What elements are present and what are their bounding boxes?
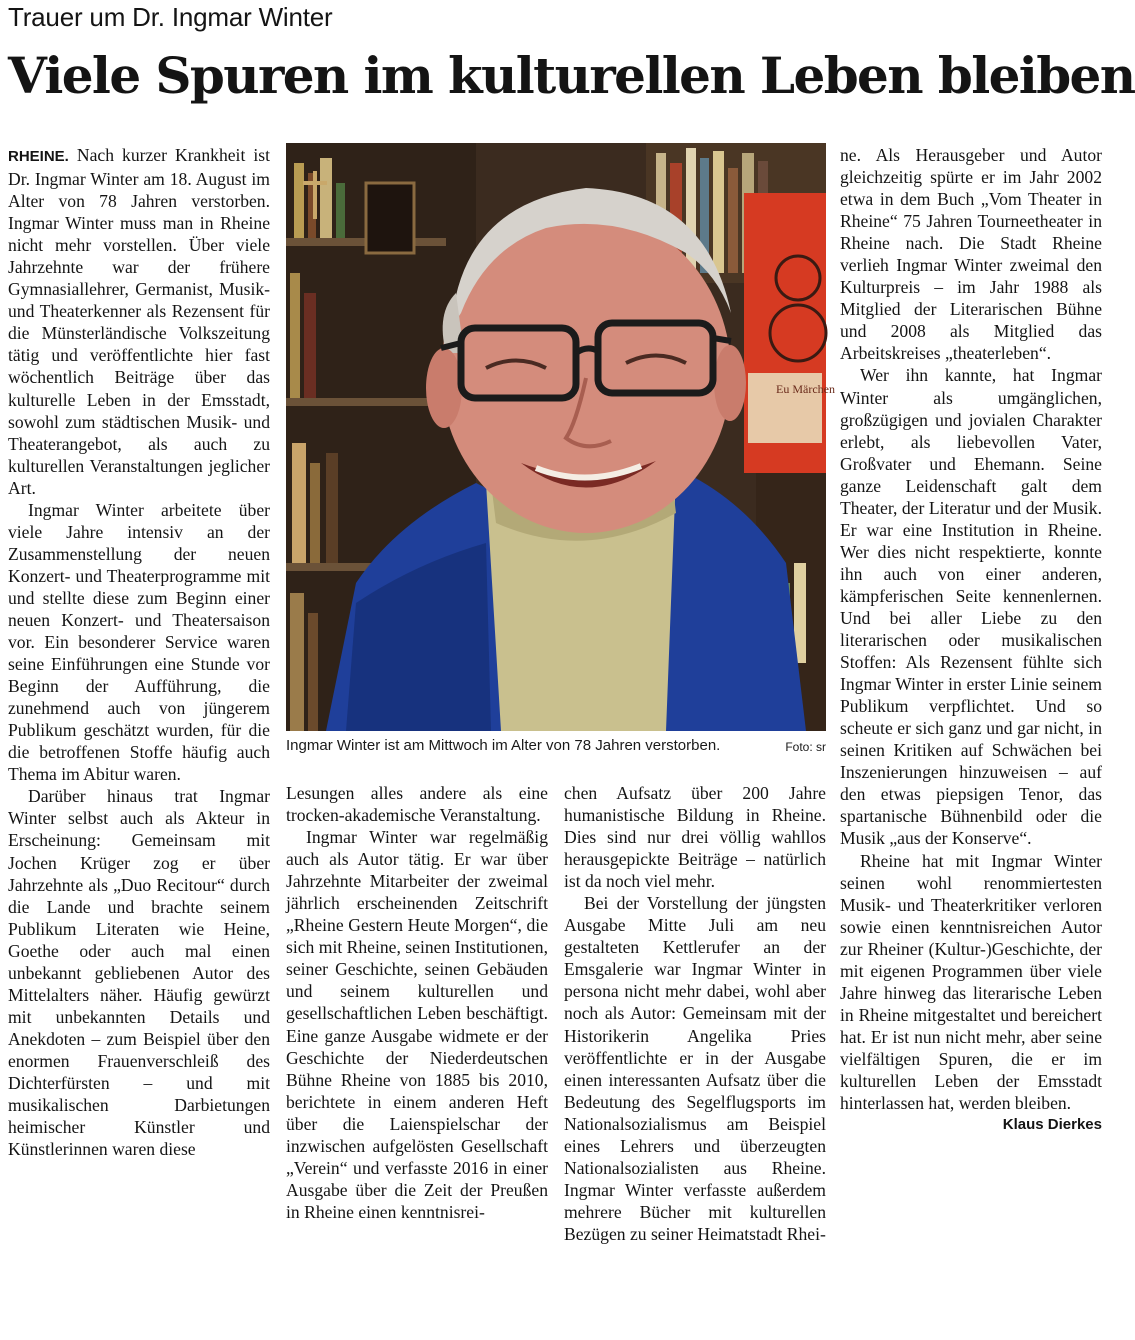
article-column-4 [840, 144, 1102, 1336]
paragraph: Ingmar Winter war regelmäßig auch als Autor tätig. Er war über Jahrzehnte Mitarbeiter der zweimal jährlich erscheinenden Zeitschrift „Rheine Gestern Heute Morgen“, die sich mit Rheine, seinen Institutionen, seiner Geschichte, seinen Gebäuden und seinem kulturellen und gesellschaftlichen Leben beschäftigt. Eine ganze Ausgabe widmete er der Geschichte der Niederdeutschen Bühne Rheine von 1885 bis 2010, berichtete in einem anderen Heft über die Laienspielschar der inzwischen aufgelösten Gesellschaft „Verein“ und verfasste 2016 in einer Ausgabe über die Zeit der Preußen in Rheine einen kenntnisrei- [286, 827, 548, 1222]
article-column-1 [8, 144, 270, 1336]
paragraph-text: Nach kurzer Krankheit ist Dr. Ingmar Winter am 18. August im Alter von 78 Jahren verstorben. Ingmar Winter muss man in Rheine nicht mehr vorstellen. Über viele Jahrzehnte war der frühere Gymnasiallehrer, Germanist, Musik- und Theaterkenner als Rezensent für die Münsterländische Volkszeitung tätig und veröffentlichte hier fast wöchentlich Beiträge über das kulturelle Leben in der Emsstadt, sowohl zum städtischen Musik- und Theaterangebot, als auch zu kulturellen Veranstaltungen jeglicher Art. [8, 145, 270, 498]
photo-credit: Foto: sr [785, 740, 826, 754]
article-kicker: Trauer um Dr. Ingmar Winter [8, 2, 333, 32]
article-headline: Viele Spuren im kulturellen Leben bleiben [8, 46, 1135, 105]
portrait-photo [286, 143, 835, 731]
photo-caption [286, 737, 826, 754]
article-column-3 [564, 782, 826, 1336]
author-name: Klaus Dierkes [1002, 1116, 1102, 1134]
paragraph [8, 144, 270, 499]
paragraph: ne. Als Herausgeber und Autor gleichzeitig spürte er im Jahr 2002 etwa in dem Buch „Vom Theater in Rheine“ 75 Jahren Tourneetheater in Rheine nach. Die Stadt Rheine verlieh Ingmar Winter zweimal den Kulturpreis – im Jahr 1988 als Mitglied der Literarischen Bühne und 2008 als Mitglied das Arbeitskreises „theaterleben“. [840, 145, 1102, 364]
paragraph: chen Aufsatz über 200 Jahre humanistische Bildung in Rheine. Dies sind nur drei völlig wahllos herausgepickte Beiträge – natürlich ist da noch viel mehr. [564, 783, 826, 892]
caption-text: Ingmar Winter ist am Mittwoch im Alter von 78 Jahren verstorben. [286, 737, 721, 754]
paragraph [840, 850, 1102, 1134]
paragraph: Ingmar Winter arbeitete über viele Jahre intensiv an der Zusammenstellung der neuen Konzert- und Theaterprogramme mit und stellte diese zum Beginn einer neuen Konzert- und Theatersaison vor. Ein besonderer Service waren seine Einführungen eine Stunde vor Beginn der Aufführung, die zunehmend auch von jüngerem Publikum geschätzt wurden, für die die betroffenen Stoffe häufig auch Thema im Abitur waren. [8, 499, 270, 785]
paragraph: Wer ihn kannte, hat Ingmar Winter als umgänglichen, großzügigen und jovialen Charakter erlebt, als liebevollen Vater, Großvater und Ehemann. Seine ganze Leidenschaft galt dem Theater, der Literatur und der Musik. Er war eine Institution in Rheine. Wer dies nicht respektierte, konnte ihn auch von einer anderen, kämpferischen Seite kennenlernen. Und bei aller Liebe zu den literarischen oder musikalischen Stoffen: Als Rezensent fühlte sich Ingmar Winter in erster Linie seinem Publikum verpflichtet. Und so scheute er sich ganz und gar nicht, in seinen Kritiken auf Schwächen bei Inszenierungen hinzuweisen – auf den etwas piepsigen Tenor, das spartanische Bühnenbild oder die Musik „aus der Konserve“. [840, 365, 1102, 849]
paragraph-text: Rheine hat mit Ingmar Winter seinen wohl renommiertesten Musik- und Theaterkritiker verloren sowie einen kenntnisreichen Autor zur Rheiner (Kultur-)Geschichte, der mit eigenen Programmen über viele Jahre hinweg das literarische Leben in Rheine mitgestaltet und bereichert hat. Er ist nun nicht mehr, aber seine vielfältigen Spuren, die er im kulturellen Leben der Emsstadt hinterlassen hat, werden bleiben. [840, 850, 1102, 1114]
book-cover-text: Eu Märchen [776, 382, 835, 396]
article-column-2 [286, 782, 548, 1336]
paragraph: Darüber hinaus trat Ingmar Winter selbst auch als Akteur in Erscheinung: Gemeinsam mit Jochen Krüger zog er über Jahrzehnte als „Duo Recitour“ durch die Lande und brachte seinem Publikum Literaten wie Heine, Goethe oder auch mal einen unbekannt gebliebenen Autor des Mittelalters näher. Häufig gewürzt mit unbekannten Details und Anekdoten – zum Beispiel über den enormen Frauenverschleiß des Dichterfürsten – und mit musikalischen Darbietungen heimischer Künstler und Künstlerinnen waren diese [8, 786, 270, 1160]
paragraph: Bei der Vorstellung der jüngsten Ausgabe Mitte Juli am neu gestalteten Kettlerufer an der Emsgalerie war Ingmar Winter in persona nicht mehr dabei, wohl aber noch als Autor: Gemeinsam mit der Historikerin Angelika Pries veröffentlichte er in der Ausgabe einen interessanten Aufsatz über die Bedeutung des Segelflugsports im Nationalsozialismus am Beispiel eines Lehrers und überzeugten Nationalsozialisten aus Rheine. Ingmar Winter verfasste außerdem mehrere Bücher mit kulturellen Bezügen zu seiner Heimatstadt Rhei- [564, 893, 826, 1244]
paragraph: Lesungen alles andere als eine trocken-akademische Veranstaltung. [286, 783, 548, 826]
dateline: RHEINE. [8, 148, 69, 165]
